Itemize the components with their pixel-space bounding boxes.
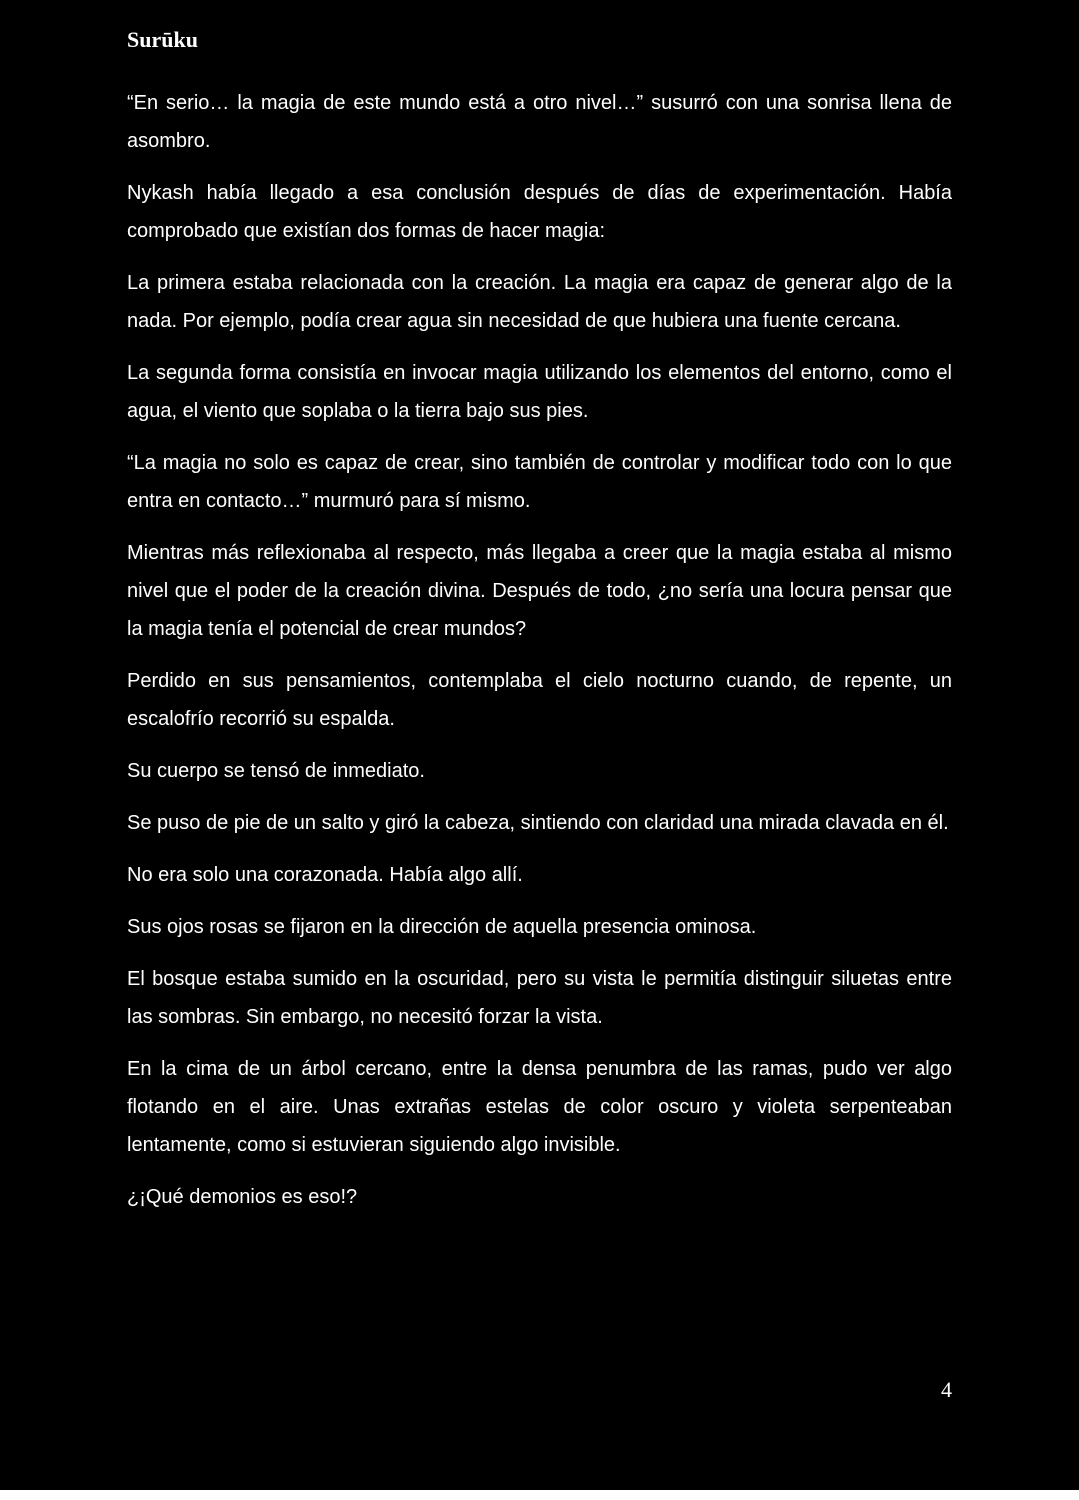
page-bottom-edge	[0, 1490, 1079, 1500]
paragraph: Nykash había llegado a esa conclusión después de días de experimentación. Había comprobado que existían dos formas de hacer magia:	[127, 182, 952, 242]
paragraph: ¿¡Qué demonios es eso!?	[127, 1186, 358, 1208]
paragraph: La segunda forma consistía en invocar magia utilizando los elementos del entorno, como el agua, el viento que soplaba o la tierra bajo sus pies.	[127, 362, 952, 422]
body-text	[127, 84, 952, 1230]
paragraph: En la cima de un árbol cercano, entre la densa penumbra de las ramas, pudo ver algo flotando en el aire. Unas extrañas estelas de color oscuro y violeta serpenteaban lentamente, como si estuvieran siguiendo algo invisible.	[127, 1058, 952, 1156]
paragraph: Sus ojos rosas se fijaron en la dirección de aquella presencia ominosa.	[127, 916, 757, 938]
paragraph: Su cuerpo se tensó de inmediato.	[127, 760, 425, 782]
paragraph: Mientras más reflexionaba al respecto, más llegaba a creer que la magia estaba al mismo nivel que el poder de la creación divina. Después de todo, ¿no sería una locura pensar que la magia tenía el potencial de crear mundos?	[127, 542, 952, 640]
paragraph: “La magia no solo es capaz de crear, sino también de controlar y modificar todo con lo que entra en contacto…” murmuró para sí mismo.	[127, 452, 952, 512]
page-number: 4	[941, 1377, 952, 1402]
paragraph: La primera estaba relacionada con la creación. La magia era capaz de generar algo de la nada. Por ejemplo, podía crear agua sin necesidad de que hubiera una fuente cercana.	[127, 272, 952, 332]
paragraph: No era solo una corazonada. Había algo allí.	[127, 864, 523, 886]
paragraph: El bosque estaba sumido en la oscuridad, pero su vista le permitía distinguir siluetas entre las sombras. Sin embargo, no necesitó forzar la vista.	[127, 968, 952, 1028]
paragraph: Se puso de pie de un salto y giró la cabeza, sintiendo con claridad una mirada clavada en él.	[127, 812, 949, 834]
paragraph: Perdido en sus pensamientos, contemplaba el cielo nocturno cuando, de repente, un escalofrío recorrió su espalda.	[127, 670, 952, 730]
running-header-title: Surūku	[127, 27, 198, 52]
paragraph: “En serio… la magia de este mundo está a otro nivel…” susurró con una sonrisa llena de asombro.	[127, 92, 952, 152]
